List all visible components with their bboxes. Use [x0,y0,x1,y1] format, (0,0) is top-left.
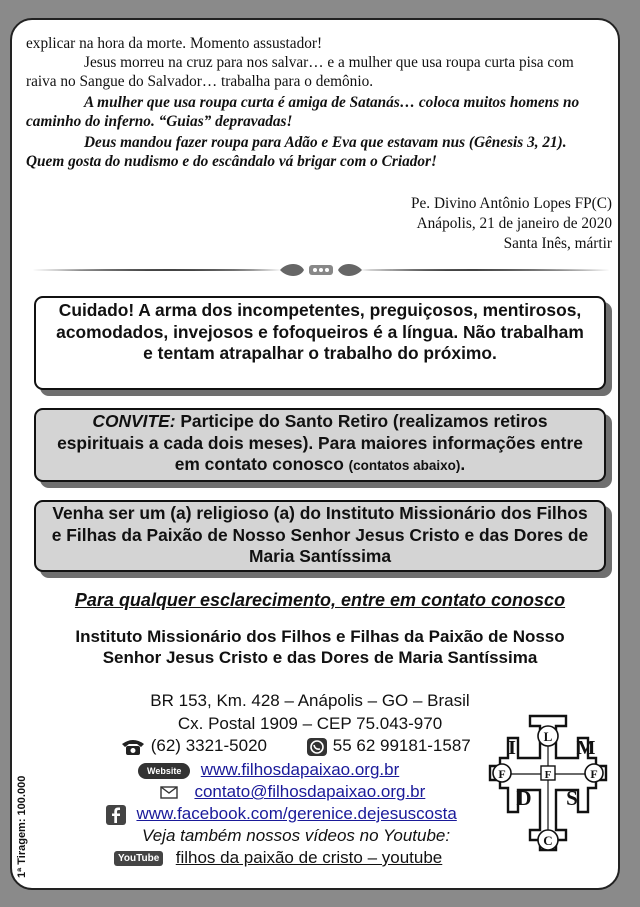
whatsapp-icon [306,737,328,757]
vocation-text: Venha ser um (a) religioso (a) do Instituto Missionário dos Filhos e Filhas da Paixão de Nosso Senhor Jesus Cristo e das Dores de Maria Santíssima [51,503,589,566]
whatsapp-row [306,736,471,757]
emblem-letter-s: S [566,786,578,810]
ornament-divider [32,262,610,278]
signature-name: Pe. Divino Antônio Lopes FP(C) [411,195,612,212]
warning-box [34,296,606,390]
emblem-letter-m: M [576,737,596,759]
institute-name: Instituto Missionário dos Filhos e Filhas da Paixão de Nosso Senhor Jesus Cristo e das Dores de Maria Santíssima [75,627,565,667]
institute-cross-emblem [480,708,618,864]
envelope-icon [160,786,178,799]
youtube-badge: YouTube [114,851,163,866]
text-line-1: explicar na hora da morte. Momento assustador! [26,35,323,52]
youtube-row [114,848,442,868]
website-row [138,760,399,780]
address-line-1: BR 153, Km. 428 – Anápolis – GO – Brasil [150,691,470,710]
emblem-letter-c: C [543,833,553,848]
youtube-link[interactable]: filhos da paixão de cristo – youtube [175,848,443,867]
email-link[interactable]: contato@filhosdapaixao.org.br [194,782,426,801]
email-row [160,782,425,802]
invite-end: . [460,454,466,474]
print-run-label: 1ª Tiragem: 100.000 [16,775,28,878]
text-paragraph-4: Deus mandou fazer roupa para Adão e Eva que estavam nus (Gênesis 3, 21). Quem gosta do nudismo e do escândalo vá brigar com o Criador! [26,134,567,171]
website-badge: Website [138,763,190,779]
invite-box [34,408,606,482]
emblem-letter-d: D [516,786,532,810]
website-link[interactable]: www.filhosdapaixao.org.br [200,760,400,779]
invite-text: Participe do Santo Retiro (realizamos retiros espirituais a cada dois meses). Para maiores informações entre em contato conosco [57,411,583,474]
contact-heading: Para qualquer esclarecimento, entre em contato conosco [74,590,566,610]
vocation-box [34,500,606,572]
text-paragraph-3: A mulher que usa roupa curta é amiga de Satanás… coloca muitos homens no caminho do inferno. “Guias” depravadas! [26,94,580,131]
emblem-letter-l: L [543,729,553,744]
facebook-link[interactable]: www.facebook.com/gerenice.dejesuscosta [136,804,457,823]
phone-number: (62) 3321-5020 [150,736,267,755]
warning-text: Cuidado! A arma dos incompetentes, preguiçosos, mentirosos, acomodados, invejosos e fofoqueiros é a língua. Não trabalham e tentam atrapalhar o trabalho do próximo. [56,300,584,363]
invite-label: CONVITE: [92,411,176,431]
facebook-row [106,804,457,825]
youtube-note: Veja também nossos vídeos no Youtube: [142,826,451,845]
whatsapp-number: 55 62 99181-1587 [332,736,471,755]
emblem-letter-f-left: F [498,767,506,781]
emblem-letter-f-center: F [544,769,552,781]
emblem-letter-f-right: F [590,767,598,781]
invite-small: (contatos abaixo) [348,458,461,473]
facebook-icon [106,805,126,825]
signature-place-date: Anápolis, 21 de janeiro de 2020 [416,215,612,232]
text-paragraph-2: Jesus morreu na cruz para nos salvar… e a mulher que usa roupa curta pisa com raiva no Sangue do Salvador… trabalha para o demônio. [26,54,574,91]
phone-row [120,736,267,756]
telephone-icon [120,738,146,756]
signature-saint: Santa Inês, mártir [503,235,612,252]
emblem-letter-i: I [508,737,516,759]
address-line-2: Cx. Postal 1909 – CEP 75.043-970 [177,714,443,733]
